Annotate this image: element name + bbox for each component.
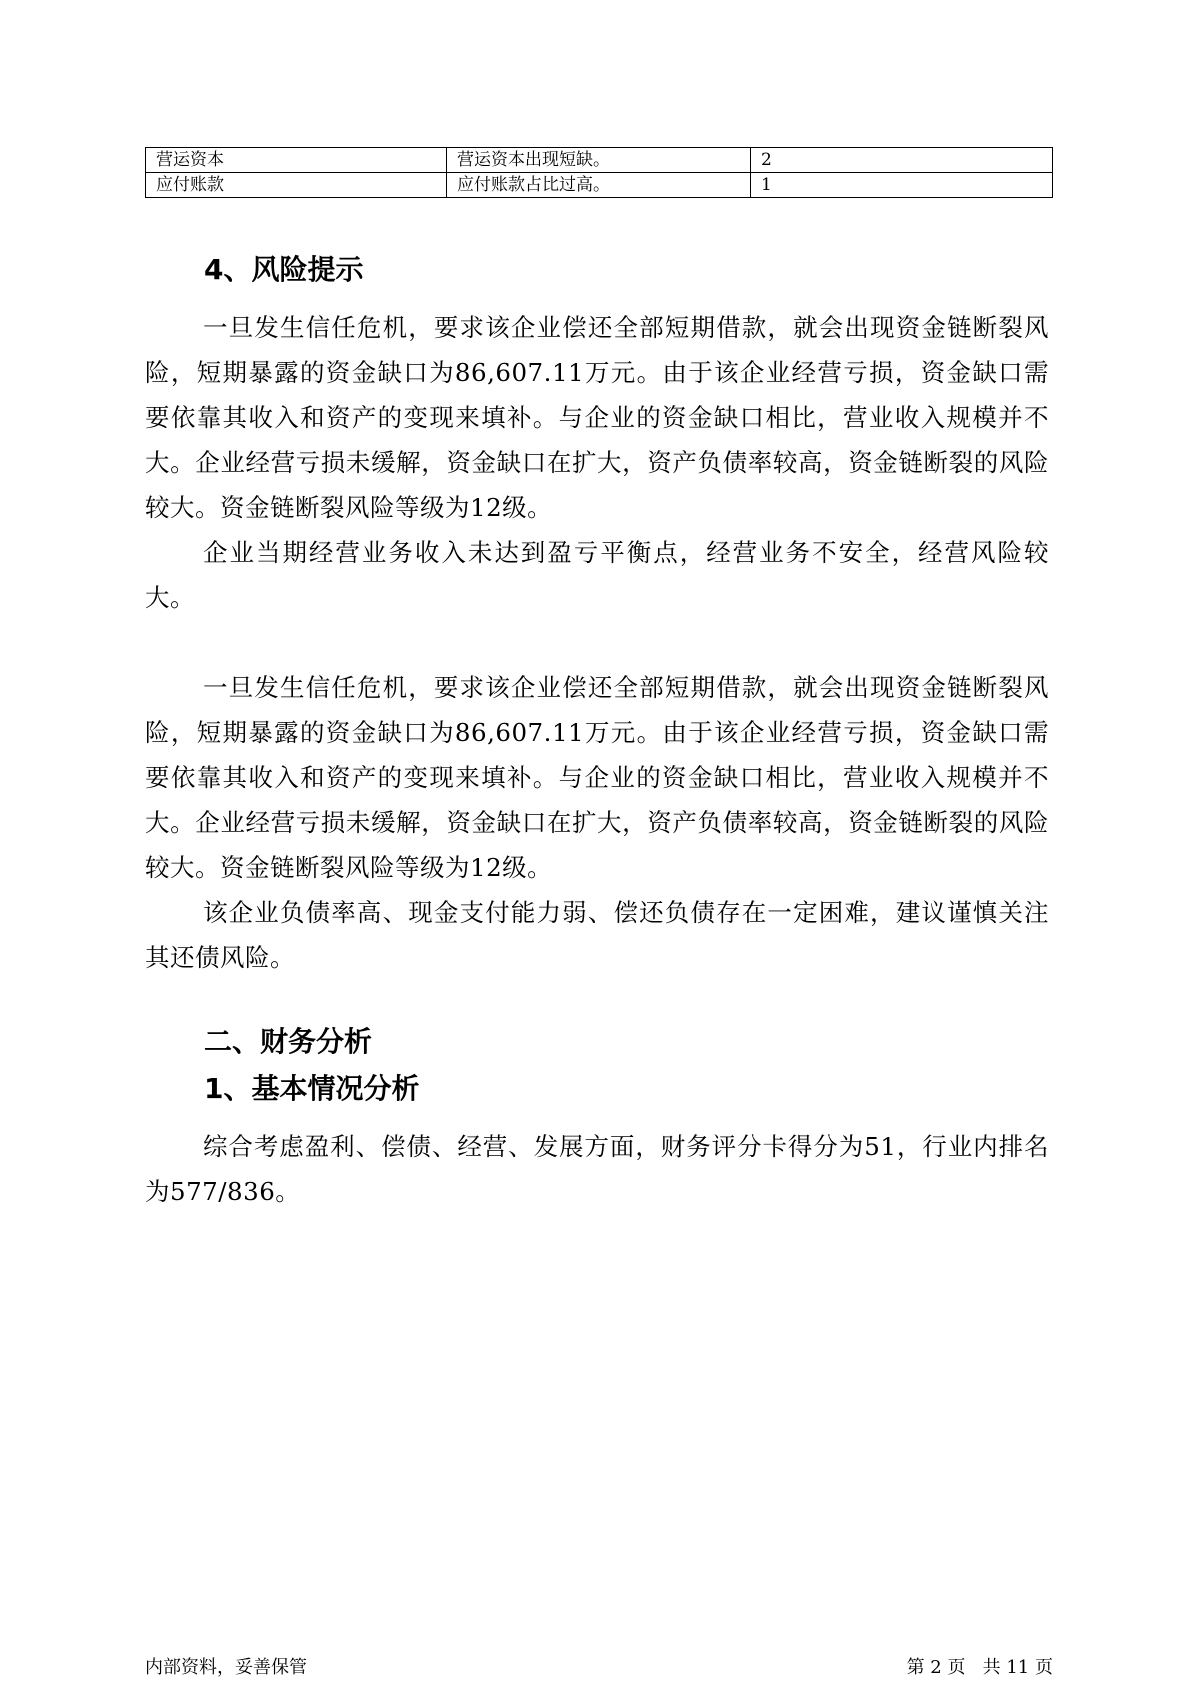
paragraph: 一旦发生信任危机，要求该企业偿还全部短期借款，就会出现资金链断裂风险，短期暴露的资金缺口为86,607.11万元。由于该企业经营亏损，资金缺口需要依靠其收入和资产的变现来填补。与企业的资金缺口相比，营业收入规模并不大。企业经营亏损未缓解，资金缺口在扩大，资产负债率较高，资金链断裂的风险较大。资金链断裂风险等级为12级。	[145, 673, 1049, 882]
table-row	[146, 148, 1053, 173]
section-heading-risk-warning: 4、风险提示	[204, 253, 364, 286]
table-cell-level: 1	[751, 173, 1053, 198]
table-cell-description: 应付账款占比过高。	[447, 173, 751, 198]
paragraph: 该企业负债率高、现金支付能力弱、偿还负债存在一定困难，建议谨慎关注其还债风险。	[145, 898, 1049, 972]
footer-confidential-note: 内部资料，妥善保管	[145, 1657, 307, 1678]
footer-page-number: 第 2 页 共 11 页	[906, 1657, 1053, 1678]
risk-table	[145, 147, 1053, 198]
paragraph: 企业当期经营业务收入未达到盈亏平衡点，经营业务不安全，经营风险较大。	[145, 538, 1049, 612]
paragraph: 综合考虑盈利、偿债、经营、发展方面，财务评分卡得分为51，行业内排名为577/836。	[145, 1132, 1049, 1206]
paragraph: 一旦发生信任危机，要求该企业偿还全部短期借款，就会出现资金链断裂风险，短期暴露的资金缺口为86,607.11万元。由于该企业经营亏损，资金缺口需要依靠其收入和资产的变现来填补。与企业的资金缺口相比，营业收入规模并不大。企业经营亏损未缓解，资金缺口在扩大，资产负债率较高，资金链断裂的风险较大。资金链断裂风险等级为12级。	[145, 313, 1049, 522]
table-row	[146, 173, 1053, 198]
table-cell-item: 营运资本	[146, 148, 447, 173]
table-cell-level: 2	[751, 148, 1053, 173]
table-cell-item: 应付账款	[146, 173, 447, 198]
table-cell-description: 营运资本出现短缺。	[447, 148, 751, 173]
section-heading-financial-analysis: 二、财务分析	[204, 1025, 373, 1058]
subsection-heading-basic-analysis: 1、基本情况分析	[204, 1072, 420, 1105]
